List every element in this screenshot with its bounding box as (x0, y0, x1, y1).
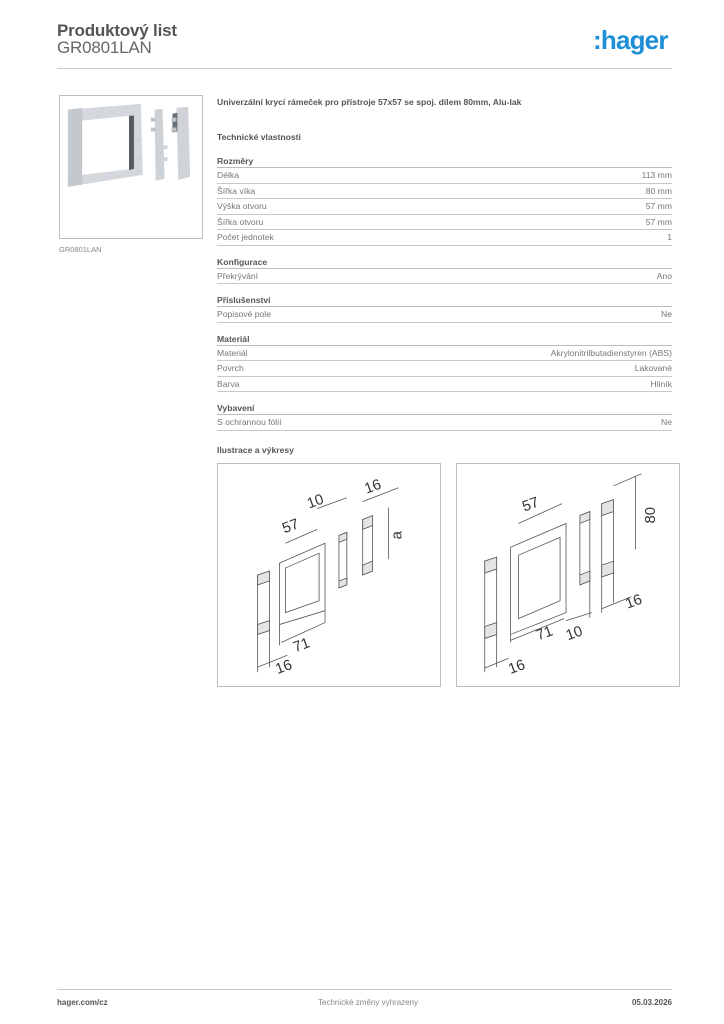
spec-label: Povrch (217, 363, 244, 373)
spec-label: Délka (217, 170, 239, 180)
spec-row (217, 361, 672, 377)
spec-label: Počet jednotek (217, 232, 274, 242)
product-frame-image (60, 96, 202, 238)
spec-section-accessories (217, 294, 672, 323)
technical-drawing-1 (217, 463, 441, 687)
dimension-drawing (218, 464, 440, 686)
document-date: 05.03.2026 (631, 998, 672, 1007)
spec-value: Lakované (634, 363, 672, 373)
product-description: Univerzální krycí rámeček pro přístroje 57x57 se spoj. dílem 80mm, Alu-lak (217, 97, 522, 107)
technical-drawing-2 (456, 463, 680, 687)
spec-value: 57 mm (645, 201, 672, 211)
product-code: GR0801LAN (57, 38, 152, 57)
section-heading: Příslušenství (217, 294, 672, 307)
spec-value: 57 mm (645, 216, 672, 227)
spec-label: S ochrannou fólií (217, 417, 282, 427)
spec-row (217, 415, 672, 431)
svg-text:16: 16 (506, 657, 528, 678)
spec-value: Ne (661, 417, 672, 427)
spec-label: Šířka otvoru (217, 216, 264, 227)
spec-label: Barva (217, 378, 240, 389)
spec-row (217, 184, 672, 200)
svg-text:57: 57 (520, 494, 542, 516)
website-link[interactable]: hager.com/cz (57, 998, 108, 1007)
spec-value: 1 (667, 232, 672, 242)
svg-text:16: 16 (362, 476, 384, 498)
svg-text:71: 71 (291, 635, 313, 657)
spec-label: Materiál (217, 347, 248, 358)
svg-text:10: 10 (563, 623, 585, 645)
spec-row (217, 199, 672, 215)
spec-label: Výška otvoru (217, 201, 267, 211)
dimension-drawing (457, 464, 679, 686)
technical-properties-title: Technické vlastnosti (217, 132, 301, 142)
spec-label: Překrývání (217, 270, 259, 281)
footer-notice: Technické změny vyhrazeny (318, 998, 419, 1007)
spec-section-configuration (217, 256, 672, 285)
section-heading: Rozměry (217, 155, 672, 168)
spec-section-equipment (217, 402, 672, 431)
spec-label: Popisové pole (217, 309, 271, 319)
spec-label: Šířka víka (217, 185, 256, 196)
header-divider (57, 68, 672, 69)
spec-section-material (217, 333, 672, 393)
spec-section-dimensions (217, 155, 672, 246)
section-heading: Konfigurace (217, 256, 672, 269)
product-photo-caption: GR0801LAN (59, 245, 102, 254)
spec-row (217, 346, 672, 362)
spec-value: Hliník (650, 378, 672, 389)
spec-value: Ne (661, 309, 672, 319)
svg-text:57: 57 (280, 516, 302, 538)
spec-row (217, 168, 672, 184)
svg-text:71: 71 (534, 623, 556, 645)
spec-row (217, 307, 672, 323)
spec-row (217, 230, 672, 246)
svg-text:80: 80 (643, 506, 660, 524)
section-heading: Materiál (217, 333, 672, 346)
svg-text:10: 10 (305, 491, 327, 513)
illustrations-title: Ilustrace a výkresy (217, 445, 294, 455)
section-heading: Vybavení (217, 402, 672, 415)
svg-text:16: 16 (273, 657, 295, 678)
page-title: Produktový list (57, 21, 177, 40)
svg-text:a: a (389, 531, 406, 540)
hager-logo: :hager (593, 25, 668, 55)
product-photo (59, 95, 203, 239)
spec-value: 113 mm (641, 170, 672, 180)
svg-text:16: 16 (623, 591, 645, 613)
spec-value: Ano (656, 270, 672, 281)
spec-row (217, 269, 672, 285)
spec-value: Akrylonitrilbutadienstyren (ABS) (550, 347, 672, 358)
footer-divider (57, 989, 672, 990)
spec-value: 80 mm (645, 185, 672, 196)
spec-table (217, 155, 672, 441)
spec-row (217, 377, 672, 393)
spec-row (217, 215, 672, 231)
